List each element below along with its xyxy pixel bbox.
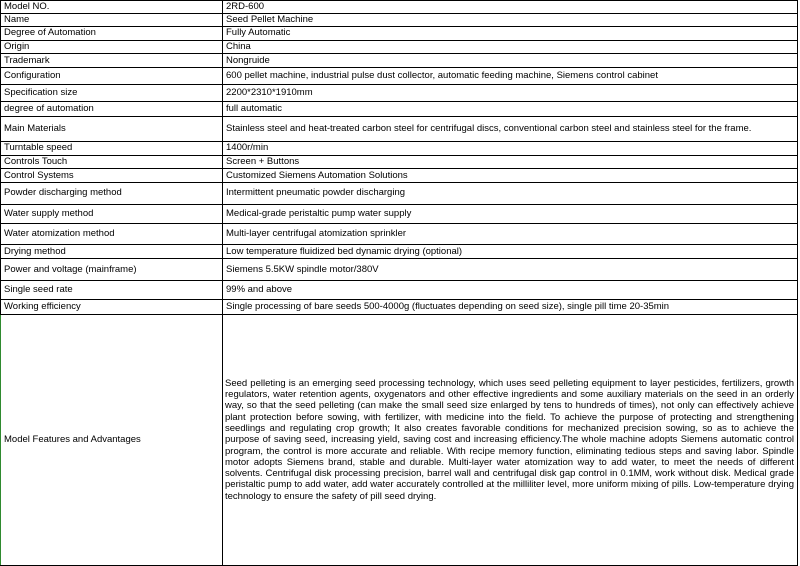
spec-key: Name xyxy=(1,13,223,27)
spec-value: Low temperature fluidized bed dynamic drying (optional) xyxy=(223,244,798,259)
spec-value: Stainless steel and heat-treated carbon steel for centrifugal discs, conventional carbon steel and stainless steel for the frame. xyxy=(223,117,798,142)
table-row xyxy=(1,13,798,27)
table-row xyxy=(1,204,798,223)
spec-key: Specification size xyxy=(1,84,223,102)
spec-value: Multi-layer centrifugal atomization sprinkler xyxy=(223,223,798,244)
features-key: Model Features and Advantages xyxy=(1,314,223,565)
spec-value: 2200*2310*1910mm xyxy=(223,84,798,102)
spec-value: Single processing of bare seeds 500-4000g (fluctuates depending on seed size), single pill time 20-35min xyxy=(223,300,798,315)
spec-key: Working efficiency xyxy=(1,300,223,315)
table-row xyxy=(1,223,798,244)
spec-value: Seed Pellet Machine xyxy=(223,13,798,27)
spec-value: China xyxy=(223,40,798,54)
spec-key: Model NO. xyxy=(1,1,223,14)
spec-value: Nongruide xyxy=(223,54,798,68)
spec-key: Power and voltage (mainframe) xyxy=(1,259,223,281)
spec-value: 1400r/min xyxy=(223,142,798,156)
spec-key: Water atomization method xyxy=(1,223,223,244)
table-row xyxy=(1,244,798,259)
table-row xyxy=(1,67,798,84)
table-row xyxy=(1,84,798,102)
table-row xyxy=(1,300,798,315)
spec-value: Screen + Buttons xyxy=(223,155,798,169)
spec-key: Configuration xyxy=(1,67,223,84)
table-row xyxy=(1,27,798,41)
spec-key: Water supply method xyxy=(1,204,223,223)
spec-key: Powder discharging method xyxy=(1,182,223,204)
spec-value: Intermittent pneumatic powder discharging xyxy=(223,182,798,204)
spec-value: 2RD-600 xyxy=(223,1,798,14)
table-row xyxy=(1,314,798,565)
table-row xyxy=(1,281,798,300)
spec-key: Degree of Automation xyxy=(1,27,223,41)
table-row xyxy=(1,182,798,204)
spec-value: Siemens 5.5KW spindle motor/380V xyxy=(223,259,798,281)
spec-key: Controls Touch xyxy=(1,155,223,169)
spec-value: full automatic xyxy=(223,102,798,117)
table-row xyxy=(1,155,798,169)
spec-key: Turntable speed xyxy=(1,142,223,156)
table-row xyxy=(1,259,798,281)
table-row xyxy=(1,169,798,183)
spec-value: 600 pellet machine, industrial pulse dust collector, automatic feeding machine, Siemens control cabinet xyxy=(223,67,798,84)
spec-key: Single seed rate xyxy=(1,281,223,300)
spec-key: Trademark xyxy=(1,54,223,68)
spec-value: Customized Siemens Automation Solutions xyxy=(223,169,798,183)
spec-key: Origin xyxy=(1,40,223,54)
spec-value: Medical-grade peristaltic pump water supply xyxy=(223,204,798,223)
spec-value: Fully Automatic xyxy=(223,27,798,41)
table-row xyxy=(1,40,798,54)
table-row xyxy=(1,102,798,117)
spec-key: Main Materials xyxy=(1,117,223,142)
spec-key: degree of automation xyxy=(1,102,223,117)
spec-value: 99% and above xyxy=(223,281,798,300)
table-row xyxy=(1,142,798,156)
table-row xyxy=(1,117,798,142)
table-row xyxy=(1,1,798,14)
table-row xyxy=(1,54,798,68)
features-description: Seed pelleting is an emerging seed processing technology, which uses seed pelleting equipment to layer pesticides, fertilizers, growth regulators, water retention agents, oxygenators and other effective ingredients and some auxiliary materials on the seed in an orderly way, so that the seed pelleting (can make the small seed size enlarged by tens to hundreds of times), not only can effectively achieve plant protection before sowing, with fertilizer, with medicine into the field. To achieve the purpose of protecting and strengthening seedlings and regulating crop growth; It also creates favorable conditions for mechanized precision sowing, so as to achieve the purpose of saving seed, increasing yield, saving cost and increasing efficiency.The whole machine adopts Siemens automatic control program, the control is more accurate and reliable. With recipe memory function, eliminating tedious steps and saving labor. Spindle motor adopts Siemens brand, stable and durable. Multi-layer water atomization way to add water, to meet the needs of different solvents. Centrifugal disk processing precision, barrel wall and centrifugal disk gap control in 0.1MM, work without disk. Medical grade peristaltic pump to add water, add water accurately controlled at the milliliter level, more uniform mixing of pills. Low-temperature drying technology to ensure the safety of pill seed drying. xyxy=(223,314,798,565)
spec-key: Drying method xyxy=(1,244,223,259)
spec-key: Control Systems xyxy=(1,169,223,183)
